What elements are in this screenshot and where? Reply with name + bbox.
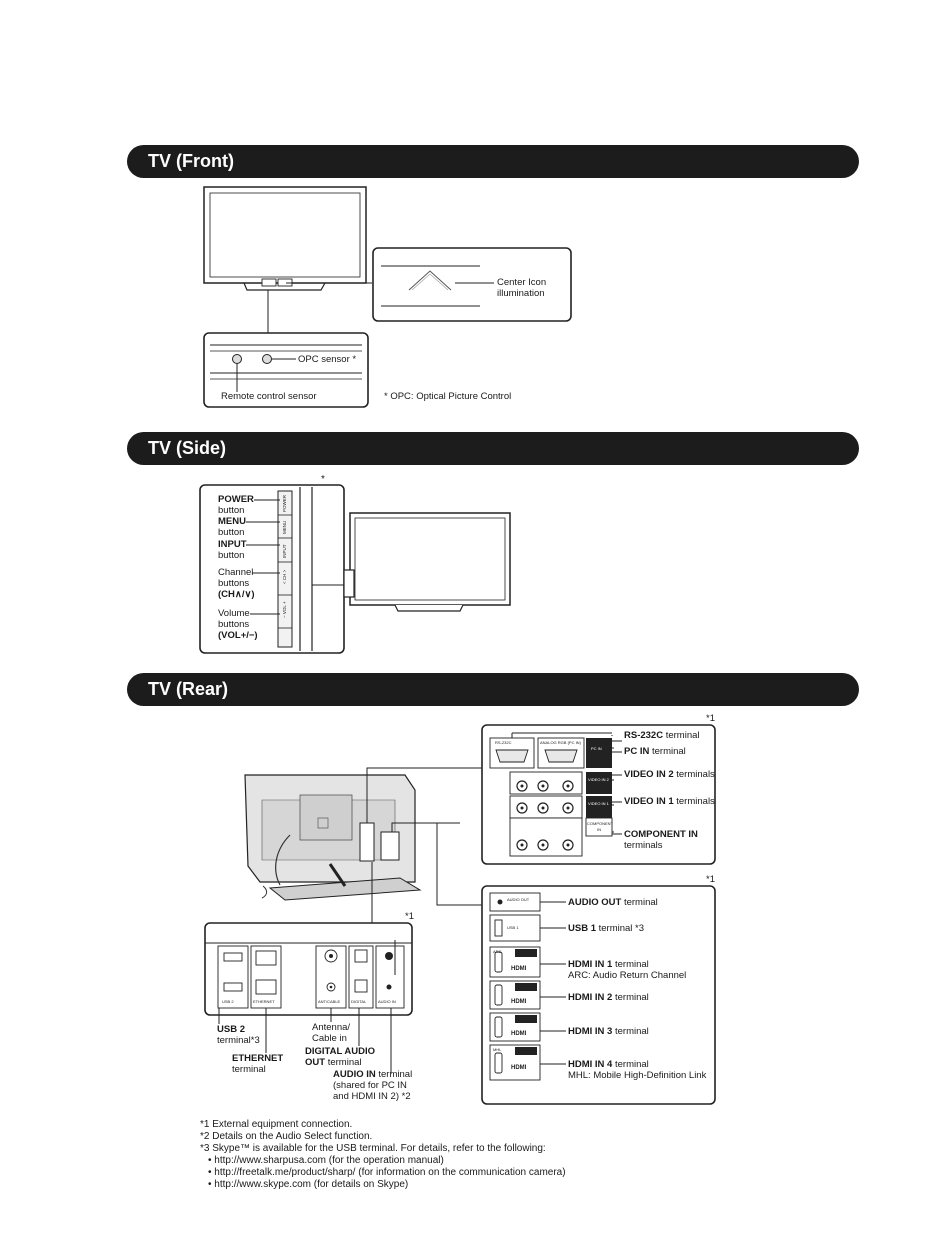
svg-text:RS-232C: RS-232C (495, 740, 512, 745)
antenna-label: Antenna/ Cable in (312, 1022, 351, 1044)
link-freetalk[interactable]: • http://freetalk.me/product/sharp/ (for information on the communication camera) (208, 1167, 566, 1178)
footnote-1: *1 External equipment connection. (200, 1119, 353, 1130)
link-sharpusa[interactable]: • http://www.sharpusa.com (for the operation manual) (208, 1155, 444, 1166)
rs232c-label: RS-232C terminal (624, 730, 700, 741)
svg-text:AUDIO OUT: AUDIO OUT (507, 897, 530, 902)
strip-power: POWER (282, 494, 287, 512)
svg-text:USB 1: USB 1 (507, 925, 519, 930)
hdmi-in-3-label: HDMI IN 3 terminal (568, 1026, 649, 1037)
svg-text:AUDIO IN: AUDIO IN (378, 999, 396, 1004)
rear-bottom-mark: *1 (405, 911, 414, 922)
usb1-label: USB 1 terminal *3 (568, 923, 645, 934)
rs232c-port (496, 750, 528, 762)
center-icon-label: Center Icon illumination (497, 277, 547, 299)
svg-text:HDMI: HDMI (511, 1031, 527, 1037)
channel-buttons-label: Channel buttons (CH∧/∨) (218, 567, 255, 600)
section-header-rear: TV (Rear) (127, 673, 859, 706)
opc-sensor-label: OPC sensor * (298, 354, 357, 365)
side-asterisk: * (321, 474, 325, 485)
svg-text:USB 2: USB 2 (222, 999, 234, 1004)
section-header-side: TV (Side) (127, 432, 859, 465)
svg-text:ETHERNET: ETHERNET (253, 999, 275, 1004)
strip-vol: − VOL + (282, 601, 287, 618)
ethernet-label: ETHERNET terminal (232, 1053, 284, 1075)
vga-port (545, 750, 577, 762)
opc-footnote: * OPC: Optical Picture Control (384, 391, 512, 402)
strip-input: INPUT (282, 544, 287, 558)
link-skype[interactable]: • http://www.skype.com (for details on Skype) (208, 1179, 409, 1190)
video-in-2-label: VIDEO IN 2 terminals (624, 769, 715, 780)
strip-ch: < CH > (282, 569, 287, 584)
svg-text:VIDEO IN 2: VIDEO IN 2 (588, 777, 609, 782)
remote-sensor-label: Remote control sensor (221, 391, 317, 402)
rear-top-mark: *1 (706, 713, 715, 724)
hdmi-in-1-label: HDMI IN 1 terminal ARC: Audio Return Channel (568, 959, 687, 981)
audio-in-label: AUDIO IN terminal (shared for PC IN and HDMI IN 2) *2 (333, 1069, 413, 1102)
svg-text:ARC: ARC (493, 949, 502, 954)
digital-audio-out-label: DIGITAL AUDIO OUT terminal (305, 1046, 376, 1068)
svg-text:DIGITAL: DIGITAL (351, 999, 367, 1004)
audio-out-label: AUDIO OUT terminal (568, 897, 658, 908)
volume-buttons-label: Volume buttons (VOL+/−) (218, 608, 258, 641)
svg-text:ANALOG RGB (PC IN): ANALOG RGB (PC IN) (540, 740, 581, 745)
hdmi-in-2-label: HDMI IN 2 terminal (568, 992, 649, 1003)
svg-text:MHL: MHL (493, 1047, 502, 1052)
strip-menu: MENU (282, 520, 287, 534)
footnote-3: *3 Skype™ is available for the USB terminal. For details, refer to the following: (200, 1143, 546, 1154)
svg-text:IN: IN (597, 827, 601, 832)
svg-text:COMPONENT: COMPONENT (587, 821, 613, 826)
svg-text:HDMI: HDMI (511, 999, 527, 1005)
input-button-label: INPUT button (218, 539, 247, 561)
svg-text:HDMI: HDMI (511, 1065, 527, 1071)
svg-text:VIDEO IN 1: VIDEO IN 1 (588, 801, 609, 806)
hdmi-in-4-label: HDMI IN 4 terminal MHL: Mobile High-Definition Link (568, 1059, 707, 1081)
menu-button-label: MENU button (218, 516, 246, 538)
section-header-front: TV (Front) (127, 145, 859, 178)
footnote-2: *2 Details on the Audio Select function. (200, 1131, 373, 1142)
pcin-label: PC IN terminal (624, 746, 686, 757)
svg-text:HDMI: HDMI (511, 966, 527, 972)
video-in-1-label: VIDEO IN 1 terminals (624, 796, 715, 807)
svg-text:ANT/CABLE: ANT/CABLE (318, 999, 341, 1004)
rear-right-mark: *1 (706, 874, 715, 885)
svg-text:PC IN: PC IN (591, 746, 602, 751)
component-in-label: COMPONENT IN terminals (624, 829, 698, 851)
power-button-label: POWER button (218, 494, 254, 516)
usb2-label: USB 2 terminal*3 (217, 1024, 260, 1046)
